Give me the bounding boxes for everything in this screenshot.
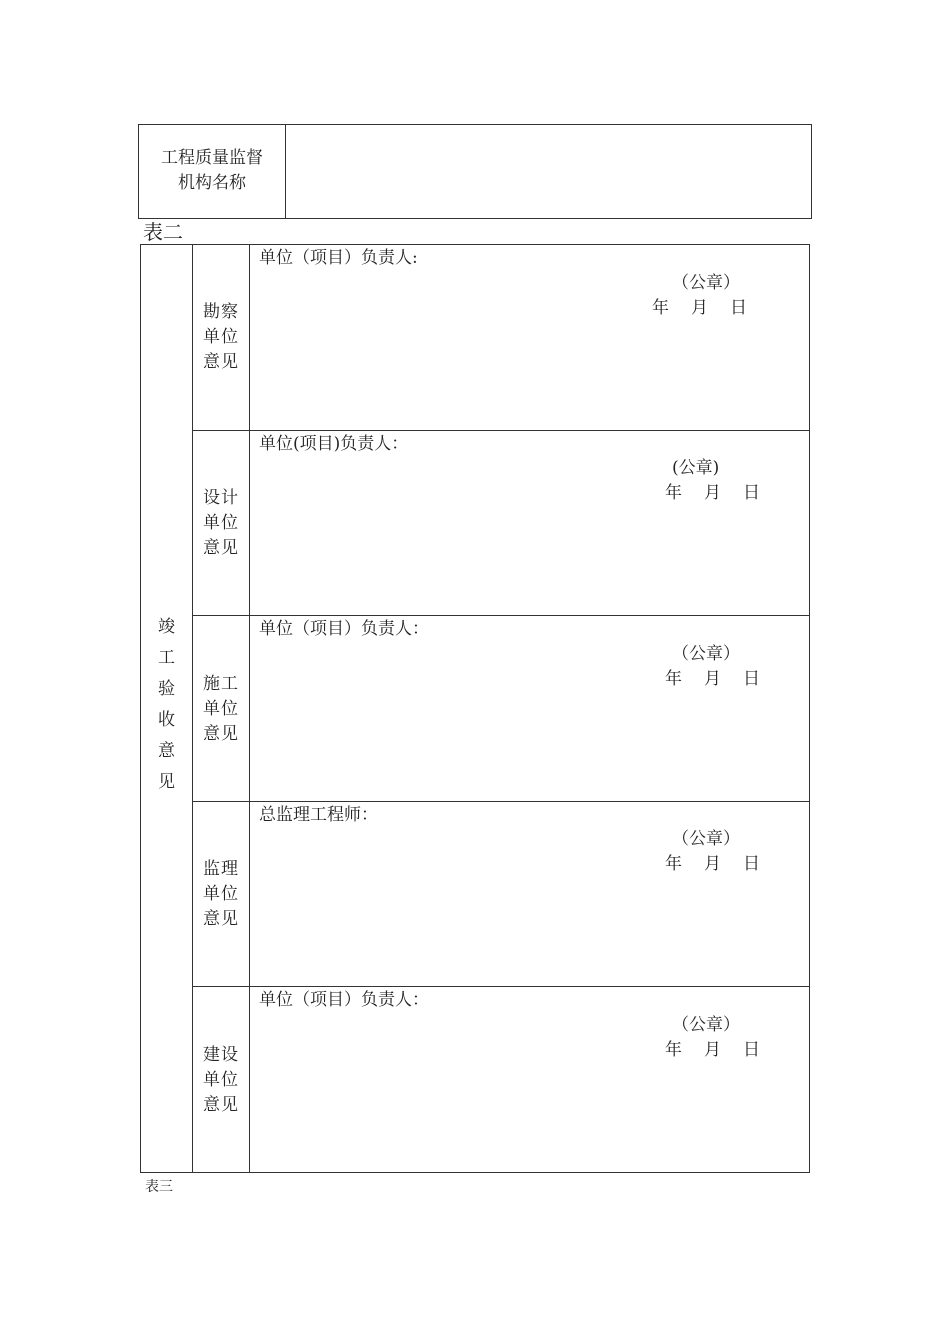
date-year: 年 — [665, 1040, 682, 1060]
side-label-char: 工 — [158, 648, 175, 668]
design-unit-responsible: 单位(项目)负责人： — [259, 434, 409, 454]
design-unit-seal: (公章) — [672, 458, 720, 478]
date-day: 日 — [743, 483, 760, 503]
row-label-line: 单位 — [203, 699, 239, 719]
row-label-line: 单位 — [203, 513, 239, 533]
supervision-unit-opinion-field[interactable] — [250, 829, 630, 985]
design-unit-label — [193, 486, 249, 561]
side-label-char: 验 — [158, 679, 175, 699]
row-label-line: 单位 — [203, 327, 239, 347]
row-label-line: 意见 — [203, 909, 239, 929]
date-month: 月 — [691, 298, 708, 318]
row-label-line: 意见 — [203, 1095, 239, 1115]
row-label-line: 建设 — [203, 1045, 239, 1065]
date-month: 月 — [704, 1040, 721, 1060]
row-label-line: 意见 — [203, 724, 239, 744]
supervision-unit-responsible: 总监理工程师： — [259, 805, 378, 825]
side-label-char: 意 — [158, 741, 175, 761]
date-day: 日 — [743, 669, 760, 689]
row-label-line: 设计 — [203, 488, 239, 508]
owner-unit-date — [665, 1039, 760, 1061]
row-label-line: 意见 — [203, 538, 239, 558]
side-label-char: 收 — [158, 710, 175, 730]
row-label-line: 勘察 — [203, 302, 239, 322]
table2-row-divider-4 — [192, 986, 810, 987]
row-label-line: 意见 — [203, 352, 239, 372]
table3-caption: 表三 — [145, 1179, 173, 1195]
construction-unit-label — [193, 672, 249, 747]
date-day: 日 — [743, 854, 760, 874]
completion-acceptance-label — [141, 612, 192, 798]
date-month: 月 — [704, 669, 721, 689]
agency-name-label-line1: 工程质量监督 — [161, 148, 263, 168]
date-day: 日 — [730, 298, 747, 318]
owner-unit-label — [193, 1043, 249, 1118]
construction-unit-opinion-field[interactable] — [250, 644, 630, 800]
survey-unit-label — [193, 300, 249, 375]
supervision-unit-date — [665, 853, 760, 875]
supervision-unit-label — [193, 857, 249, 932]
table2-row-divider-2 — [192, 615, 810, 616]
row-label-line: 施工 — [203, 674, 239, 694]
row-label-line: 监理 — [203, 859, 239, 879]
construction-unit-responsible: 单位（项目）负责人： — [259, 619, 429, 639]
agency-name-label — [139, 146, 285, 196]
side-label-char: 见 — [158, 772, 175, 792]
owner-unit-seal: （公章） — [672, 1015, 740, 1035]
table2-row-divider-1 — [192, 430, 810, 431]
date-day: 日 — [743, 1040, 760, 1060]
survey-unit-opinion-field[interactable] — [250, 272, 630, 429]
survey-unit-date — [652, 297, 747, 319]
date-year: 年 — [665, 669, 682, 689]
side-label-char: 竣 — [158, 617, 175, 637]
survey-unit-responsible: 单位（项目）负责人: — [259, 248, 418, 268]
construction-unit-date — [665, 668, 760, 690]
date-month: 月 — [704, 483, 721, 503]
agency-name-value-cell[interactable] — [286, 125, 811, 218]
date-month: 月 — [704, 854, 721, 874]
date-year: 年 — [665, 483, 682, 503]
row-label-line: 单位 — [203, 1070, 239, 1090]
design-unit-date — [665, 482, 760, 504]
design-unit-opinion-field[interactable] — [250, 458, 630, 614]
table2-row-divider-3 — [192, 801, 810, 802]
survey-unit-seal: （公章） — [672, 273, 740, 293]
construction-unit-seal: （公章） — [672, 644, 740, 664]
owner-unit-opinion-field[interactable] — [250, 1015, 630, 1171]
date-year: 年 — [652, 298, 669, 318]
agency-name-label-line2: 机构名称 — [178, 173, 246, 193]
date-year: 年 — [665, 854, 682, 874]
table2-caption: 表二 — [143, 220, 183, 244]
row-label-line: 单位 — [203, 884, 239, 904]
supervision-unit-seal: （公章） — [672, 829, 740, 849]
owner-unit-responsible: 单位（项目）负责人： — [259, 990, 429, 1010]
